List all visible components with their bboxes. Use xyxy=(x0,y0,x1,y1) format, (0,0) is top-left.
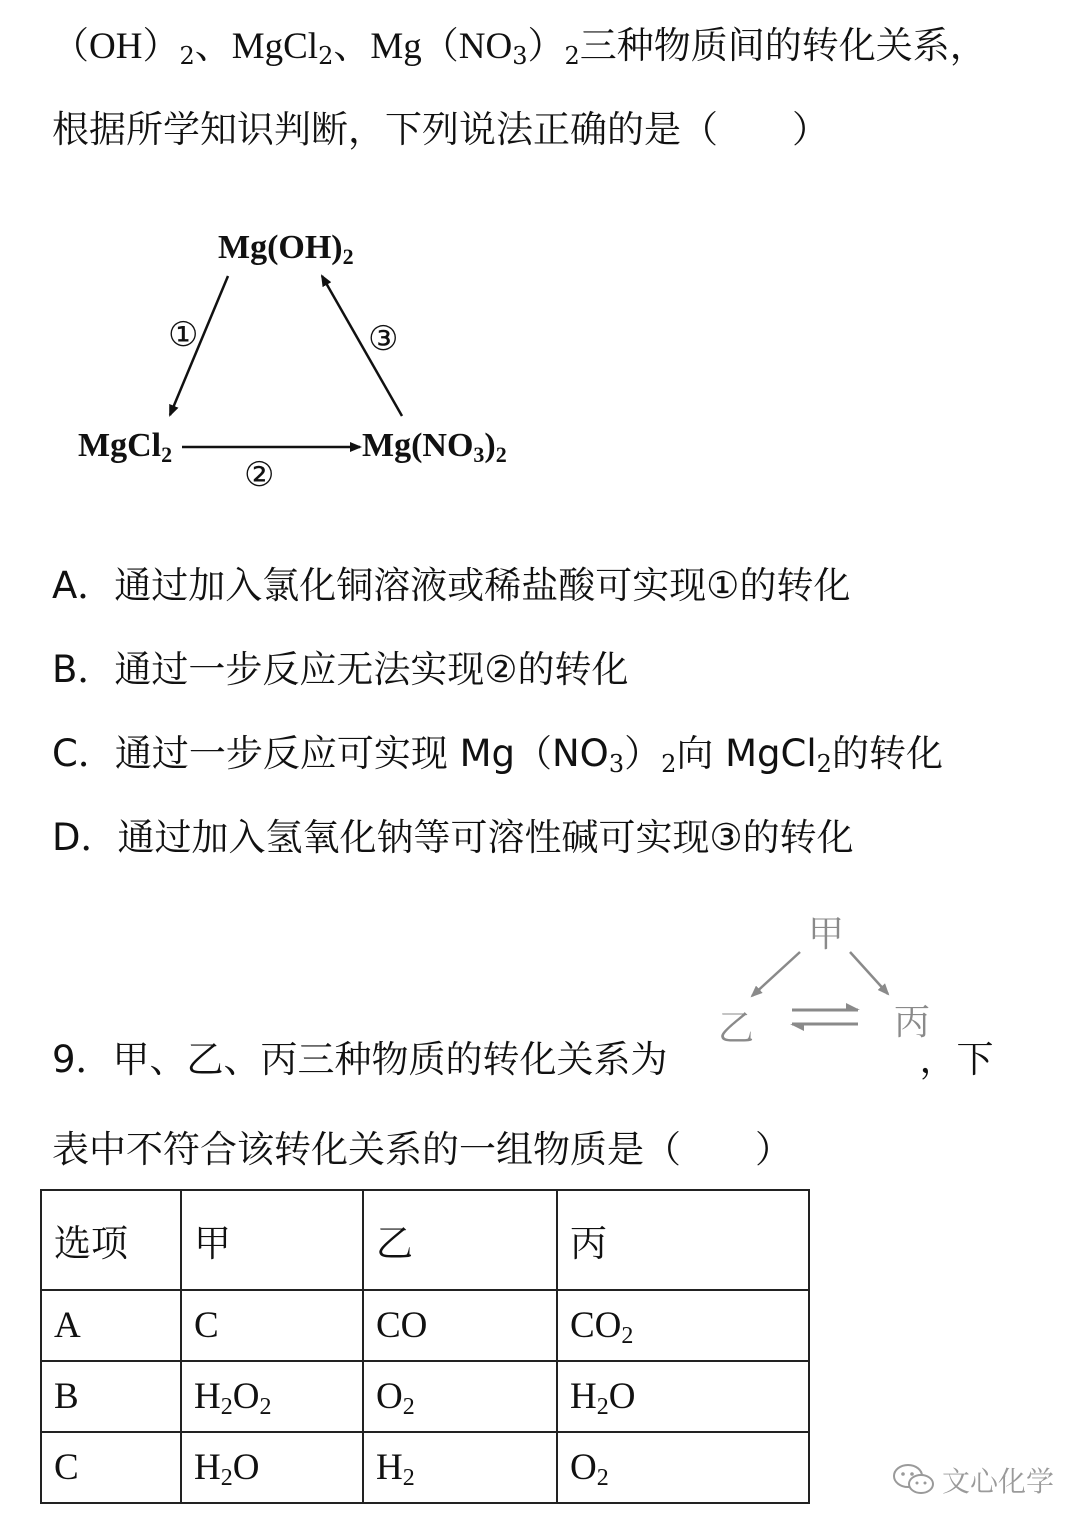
label-arrow-2: ② xyxy=(244,455,275,495)
option-c: C．通过一步反应可实现 $Mg(NO_3)_2$向 MgCl$_2$的转化 xyxy=(52,732,943,778)
stem-line-2: 根据所学知识判断，下列说法正确的是（ ） xyxy=(52,108,829,151)
table-header-row xyxy=(41,1190,809,1290)
table-row xyxy=(41,1361,809,1432)
cell-yi: $O_2$ xyxy=(363,1361,557,1432)
options-table xyxy=(40,1189,810,1504)
arrow-jia-to-bing xyxy=(850,952,888,994)
cell-bing: $O_2$ xyxy=(557,1432,809,1503)
option-d: D．通过加入氢氧化钠等可溶性碱可实现③的转化 xyxy=(52,816,854,859)
cell-option: C xyxy=(41,1432,181,1503)
conversion-diagram-jia-yi-bing xyxy=(712,900,952,1060)
node-mgcl2: MgCl2 xyxy=(78,427,173,467)
wechat-icon xyxy=(892,1462,936,1498)
cell-yi: CO xyxy=(363,1290,557,1361)
cell-bing: $CO_2$ xyxy=(557,1290,809,1361)
table-row xyxy=(41,1432,809,1503)
header-yi: 乙 xyxy=(363,1190,557,1290)
cell-option: B xyxy=(41,1361,181,1432)
stem-line-1: $(OH)_2$、MgCl$_2$、$Mg(NO_3)_2$三种物质间的转化关系， xyxy=(52,24,987,70)
arrow-jia-to-yi xyxy=(752,952,800,996)
node-bing: 丙 xyxy=(894,1002,931,1043)
watermark-text: 文心化学 xyxy=(942,1465,1055,1498)
node-mg-no3-2: Mg(NO3)2 xyxy=(362,427,507,467)
header-option: 选项 xyxy=(41,1190,181,1290)
watermark xyxy=(892,1458,1054,1502)
cell-jia: $H_2O_2$ xyxy=(181,1361,363,1432)
cell-option: A xyxy=(41,1290,181,1361)
cell-jia: C xyxy=(181,1290,363,1361)
label-arrow-1: ① xyxy=(168,315,199,355)
table-row xyxy=(41,1290,809,1361)
option-a: A．通过加入氯化铜溶液或稀盐酸可实现①的转化 xyxy=(52,564,851,607)
header-bing: 丙 xyxy=(557,1190,809,1290)
q9-line-1: 9．甲、乙、丙三种物质的转化关系为 ，下 xyxy=(52,1038,994,1081)
node-jia: 甲 xyxy=(808,914,845,955)
q9-line-2: 表中不符合该转化关系的一组物质是（ ） xyxy=(52,1128,792,1171)
node-mg-oh2: Mg(OH)2 xyxy=(218,229,354,269)
cell-bing: $H_2O$ xyxy=(557,1361,809,1432)
cell-yi: $H_2$ xyxy=(363,1432,557,1503)
node-yi: 乙 xyxy=(718,1008,755,1049)
header-jia: 甲 xyxy=(181,1190,363,1290)
option-b: B．通过一步反应无法实现②的转化 xyxy=(52,648,629,691)
cell-jia: $H_2O$ xyxy=(181,1432,363,1503)
label-arrow-3: ③ xyxy=(368,319,399,359)
conversion-diagram-mg xyxy=(60,210,540,510)
